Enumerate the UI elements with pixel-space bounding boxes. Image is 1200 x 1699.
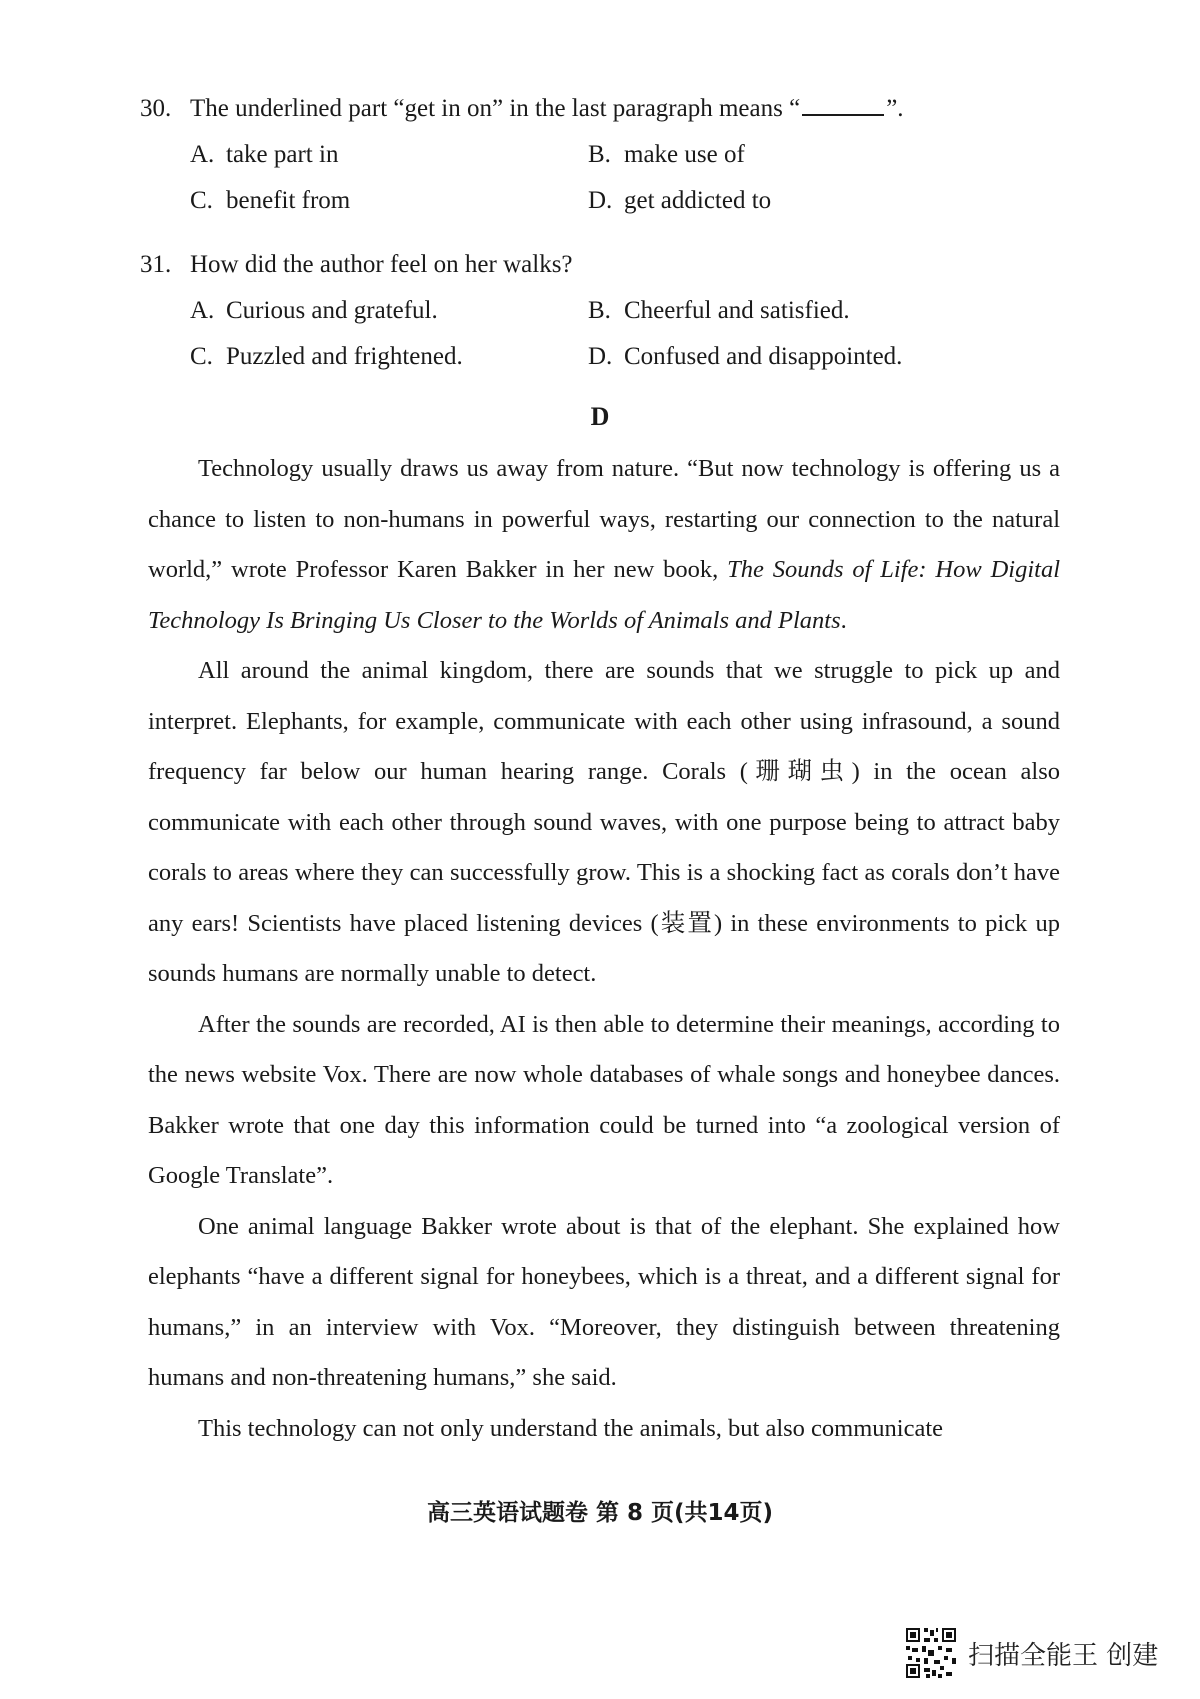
option-text: Curious and grateful. [226, 297, 438, 324]
option-b [588, 294, 850, 328]
option-d [588, 340, 902, 374]
paragraph-text: Technology usually draws us away from nature. “But now technology is offering us a chance to listen to non-humans in powerful ways, restarting our connection to the natural world,” wrote Professor Karen Bakker in her new book, [148, 455, 1060, 583]
page-footer: 高三英语试题卷 第 8 页(共14页) [426, 1500, 774, 1526]
question-31 [140, 248, 1100, 386]
options [140, 138, 1100, 230]
option-letter: C. [190, 187, 213, 214]
stem-text-end: ”. [886, 95, 904, 122]
option-text: get addicted to [624, 187, 772, 214]
option-text: benefit from [226, 187, 351, 214]
option-d [588, 184, 771, 218]
stem-text: How did the author feel on her walks? [190, 251, 573, 278]
option-text: take part in [226, 141, 339, 168]
book-title: The Sounds of Life: How Digital Technology Is Bringing Us Closer to the Worlds of Animals and Plants [148, 556, 1060, 634]
option-letter: D. [588, 343, 613, 370]
scanner-watermark [904, 1623, 1158, 1683]
watermark-text: 扫描全能王 创建 [968, 1640, 1159, 1671]
paragraph-2: All around the animal kingdom, there are sounds that we struggle to pick up and interpret. Elephants, for example, communicate with each other using infrasound, a sound frequency far below our human hearing range. Corals (珊瑚虫) in the ocean also communicate with each other through sound waves, with one purpose being to attract baby corals to areas where they can successfully grow. This is a shocking fact as corals don’t have any ears! Scientists have placed listening devices (装置) in these environments to pick up sounds humans are normally unable to detect. [148, 657, 1060, 987]
option-text: Confused and disappointed. [624, 343, 903, 370]
question-30 [140, 92, 1100, 230]
option-text: make use of [624, 141, 745, 168]
answer-blank [802, 94, 884, 116]
question-stem [140, 92, 1100, 126]
stem-text: The underlined part “get in on” in the last paragraph means “ [190, 95, 801, 122]
question-number: 31. [140, 251, 172, 278]
option-c [190, 184, 350, 218]
option-a [190, 294, 438, 328]
option-c [190, 340, 463, 374]
option-letter: B. [588, 297, 611, 324]
option-text: Cheerful and satisfied. [624, 297, 850, 324]
question-stem [140, 248, 1100, 282]
paragraph-4: One animal language Bakker wrote about is that of the elephant. She explained how elephants “have a different signal for honeybees, which is a threat, and a different signal for humans,” in an interview with Vox. “Moreover, they distinguish between threatening humans and non-threatening humans,” she said. [148, 1212, 1060, 1391]
option-row [140, 340, 1100, 386]
paragraph-3: After the sounds are recorded, AI is then able to determine their meanings, according to the news website Vox. There are now whole databases of whale songs and honeybee dances. Bakker wrote that one day this information could be turned into “a zoological version of Google Translate”. [148, 1010, 1060, 1189]
option-row [140, 138, 1100, 184]
option-a [190, 138, 338, 172]
option-letter: B. [588, 141, 611, 168]
paragraph-5: This technology can not only understand the animals, but also communicate [198, 1414, 944, 1442]
question-number: 30. [140, 95, 172, 122]
paragraph-1 [148, 444, 1060, 646]
option-letter: A. [190, 141, 215, 168]
option-text: Puzzled and frightened. [226, 343, 463, 370]
option-letter: C. [190, 343, 213, 370]
option-row [140, 294, 1100, 340]
reading-passage [148, 444, 1060, 1454]
options [140, 294, 1100, 386]
option-letter: A. [190, 297, 215, 324]
option-b [588, 138, 745, 172]
qr-code-icon [904, 1626, 958, 1680]
option-row [140, 184, 1100, 230]
paragraph-text: . [840, 606, 847, 634]
option-letter: D. [588, 187, 613, 214]
section-heading: D [590, 402, 610, 431]
